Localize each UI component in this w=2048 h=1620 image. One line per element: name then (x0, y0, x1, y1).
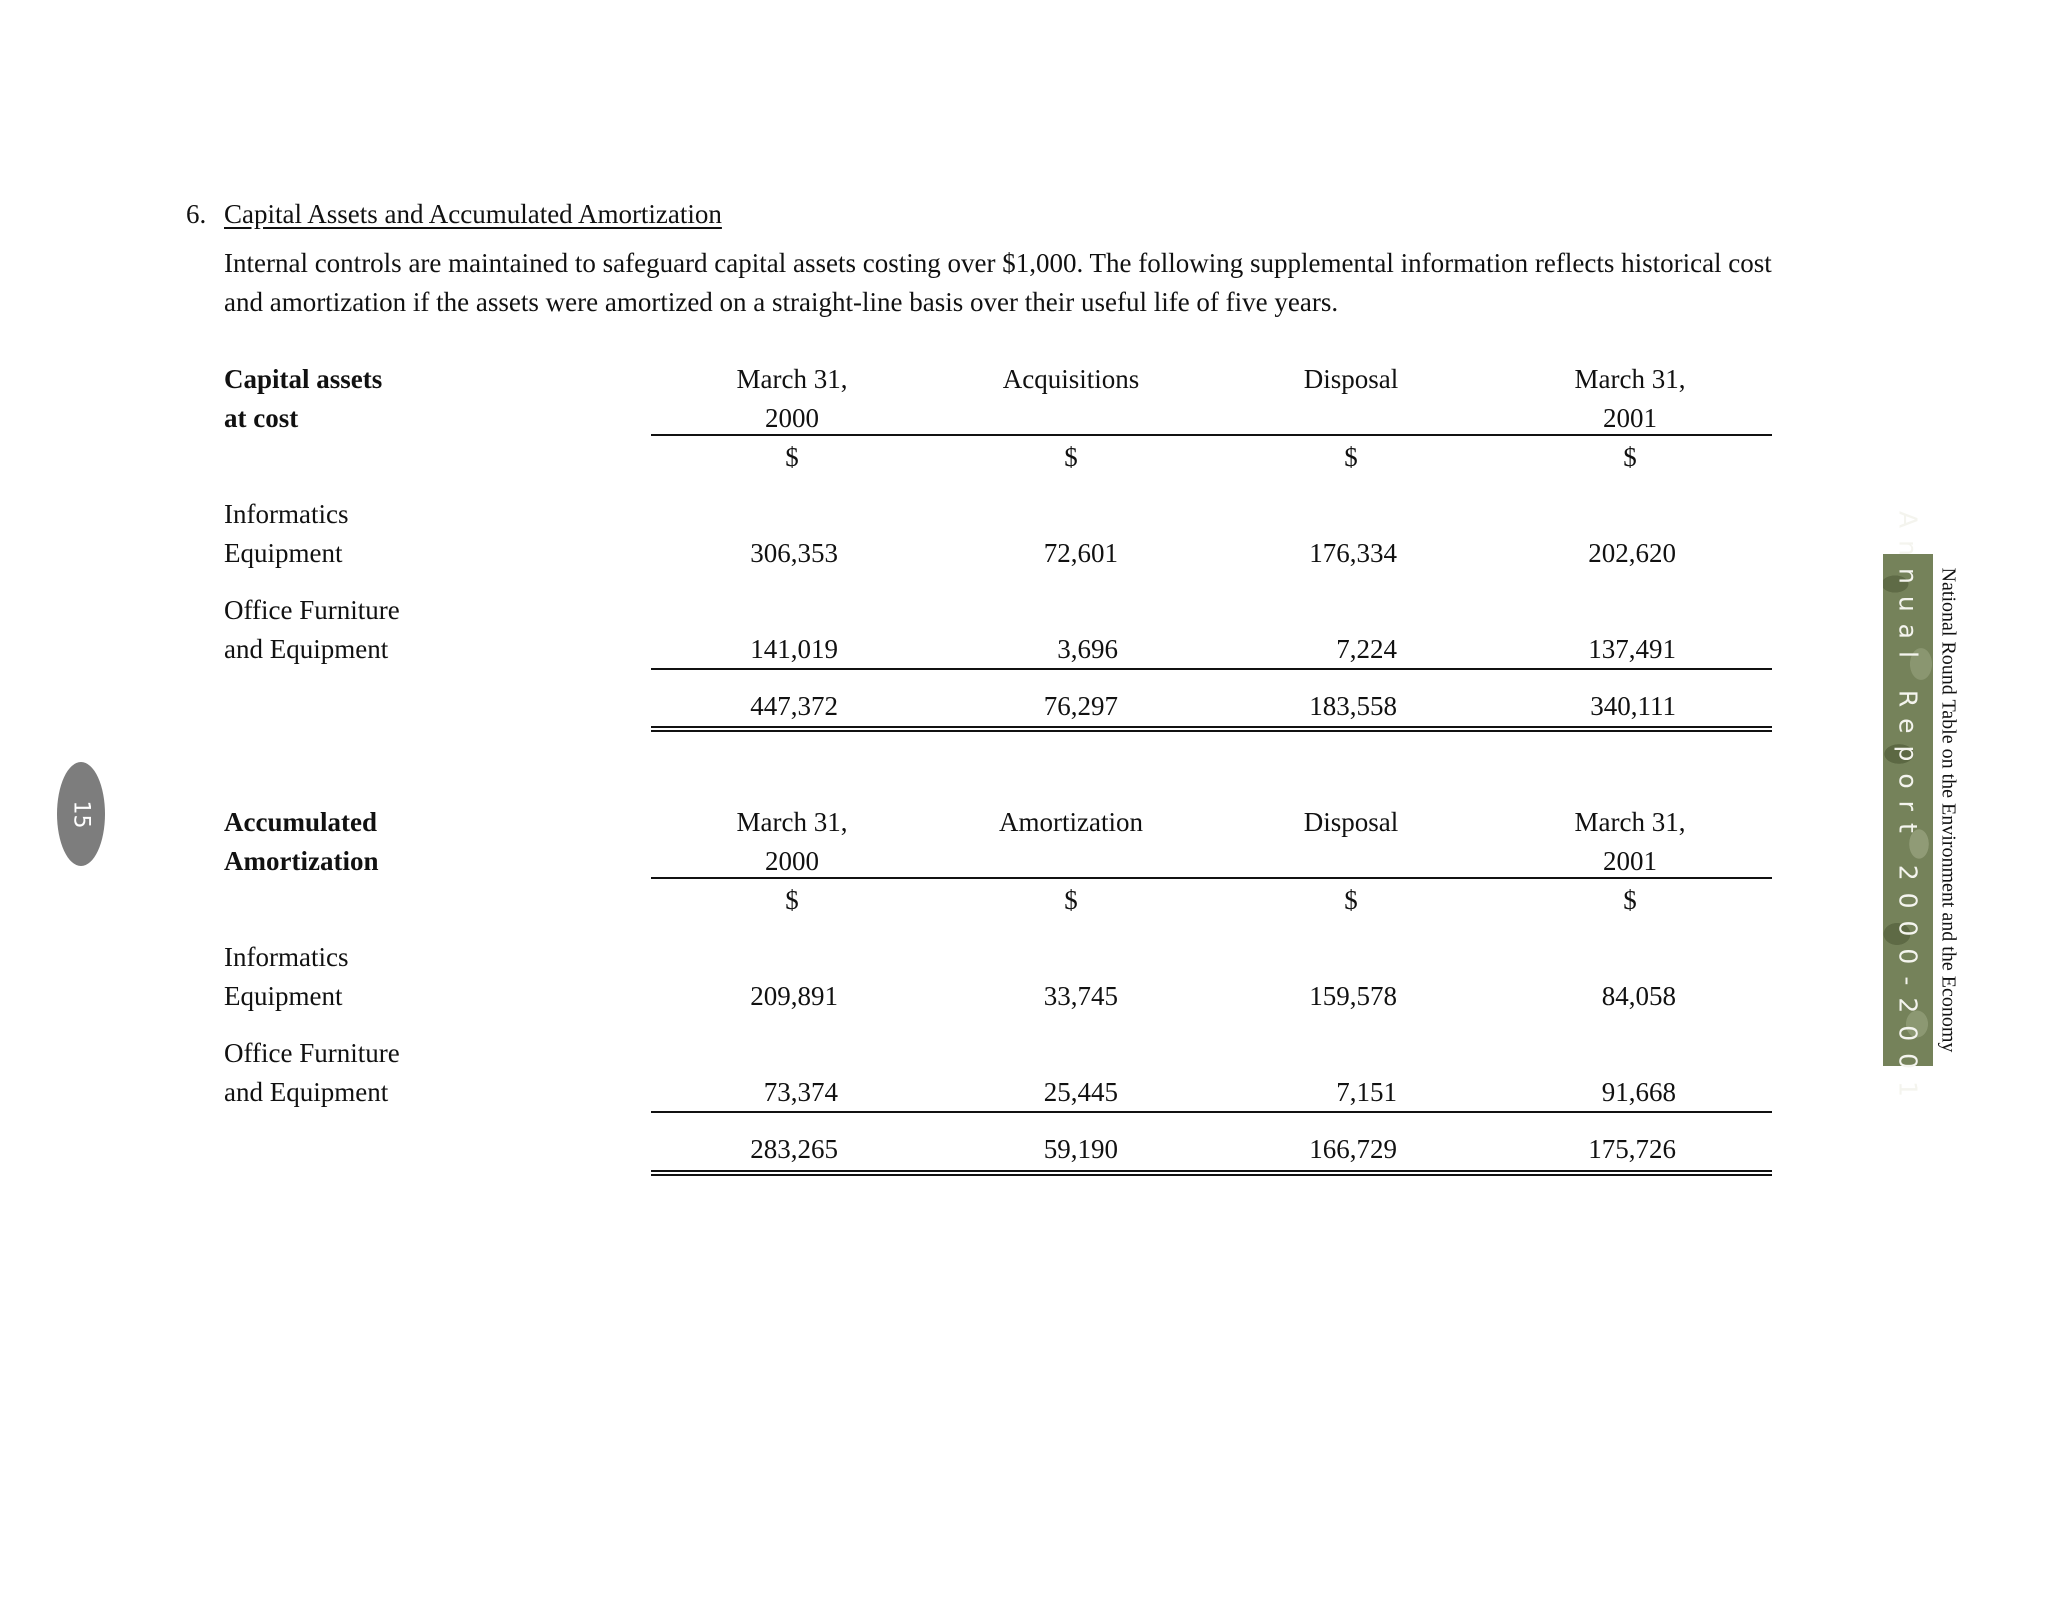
section-number: 6. (186, 199, 207, 229)
table-label: Amortization (224, 846, 379, 876)
table-cell: 84,058 (1601, 981, 1676, 1011)
total-cell: 76,297 (1043, 691, 1118, 721)
column-header: 2001 (1603, 846, 1657, 876)
row-label: Equipment (224, 538, 343, 568)
table-cell: 202,620 (1588, 538, 1676, 568)
table-cell: 209,891 (750, 981, 838, 1011)
section-intro (224, 244, 1784, 322)
column-header: March 31, (736, 807, 848, 837)
table-label: at cost (224, 403, 299, 433)
total-cell: 183,558 (1309, 691, 1397, 721)
column-header: 2000 (765, 403, 819, 433)
total-cell: 447,372 (750, 691, 838, 721)
column-header: 2001 (1603, 403, 1657, 433)
intro-line-1: Internal controls are maintained to safeguard capital assets costing over $1,000. The following supplemental information reflects historical cost (224, 248, 1772, 278)
table-cell: 7,151 (1336, 1077, 1397, 1107)
total-double-rule (651, 726, 1772, 732)
row-label: and Equipment (224, 1077, 389, 1107)
table-cell: 91,668 (1601, 1077, 1676, 1107)
organization-name: National Round Table on the Environment and the Economy (1937, 567, 1960, 1053)
table-label: Capital assets (224, 364, 383, 394)
currency-symbol: $ (1064, 885, 1078, 915)
column-header: March 31, (1574, 807, 1686, 837)
column-header: Acquisitions (1002, 364, 1140, 394)
section-heading (186, 196, 722, 232)
table-cell: 25,445 (1043, 1077, 1118, 1107)
row-label: Informatics (224, 499, 349, 529)
row-label: Informatics (224, 942, 349, 972)
table-cell: 176,334 (1309, 538, 1397, 568)
total-cell: 283,265 (750, 1134, 838, 1164)
currency-symbol: $ (1623, 442, 1637, 472)
currency-symbol: $ (1344, 885, 1358, 915)
table-label: Accumulated (224, 807, 377, 837)
table-cell: 33,745 (1043, 981, 1118, 1011)
table-cell: 7,224 (1336, 634, 1397, 664)
total-double-rule (651, 1170, 1772, 1176)
column-header: March 31, (1574, 364, 1686, 394)
intro-line-2: and amortization if the assets were amortized on a straight-line basis over their useful life of five years. (224, 287, 1339, 317)
column-header: March 31, (736, 364, 848, 394)
column-header: Amortization (999, 807, 1143, 837)
row-label: Office Furniture (224, 595, 400, 625)
annual-report-label: Annual Report 2000-2001 (1893, 511, 1923, 1109)
currency-symbol: $ (1623, 885, 1637, 915)
page-number-badge (57, 762, 105, 866)
currency-symbol: $ (1344, 442, 1358, 472)
header-rule (651, 434, 1772, 436)
column-header: Disposal (1303, 364, 1399, 394)
currency-symbol: $ (785, 885, 799, 915)
subtotal-rule (651, 1111, 1772, 1113)
total-cell: 175,726 (1588, 1134, 1676, 1164)
currency-symbol: $ (785, 442, 799, 472)
subtotal-rule (651, 668, 1772, 670)
table-cell: 72,601 (1043, 538, 1118, 568)
page-number: 15 (68, 800, 94, 828)
row-label: and Equipment (224, 634, 389, 664)
column-header: Disposal (1303, 807, 1399, 837)
annual-report-banner (1883, 511, 1933, 1109)
total-cell: 340,111 (1590, 691, 1676, 721)
table-cell: 3,696 (1057, 634, 1118, 664)
column-header: 2000 (765, 846, 819, 876)
row-label: Office Furniture (224, 1038, 400, 1068)
total-cell: 166,729 (1309, 1134, 1397, 1164)
total-cell: 59,190 (1043, 1134, 1118, 1164)
table-cell: 141,019 (750, 634, 838, 664)
section-title: Capital Assets and Accumulated Amortization (224, 199, 722, 229)
header-rule (651, 877, 1772, 879)
table-cell: 306,353 (750, 538, 838, 568)
table-cell: 159,578 (1309, 981, 1397, 1011)
table-cell: 73,374 (763, 1077, 838, 1107)
table-cell: 137,491 (1588, 634, 1676, 664)
row-label: Equipment (224, 981, 343, 1011)
currency-symbol: $ (1064, 442, 1078, 472)
